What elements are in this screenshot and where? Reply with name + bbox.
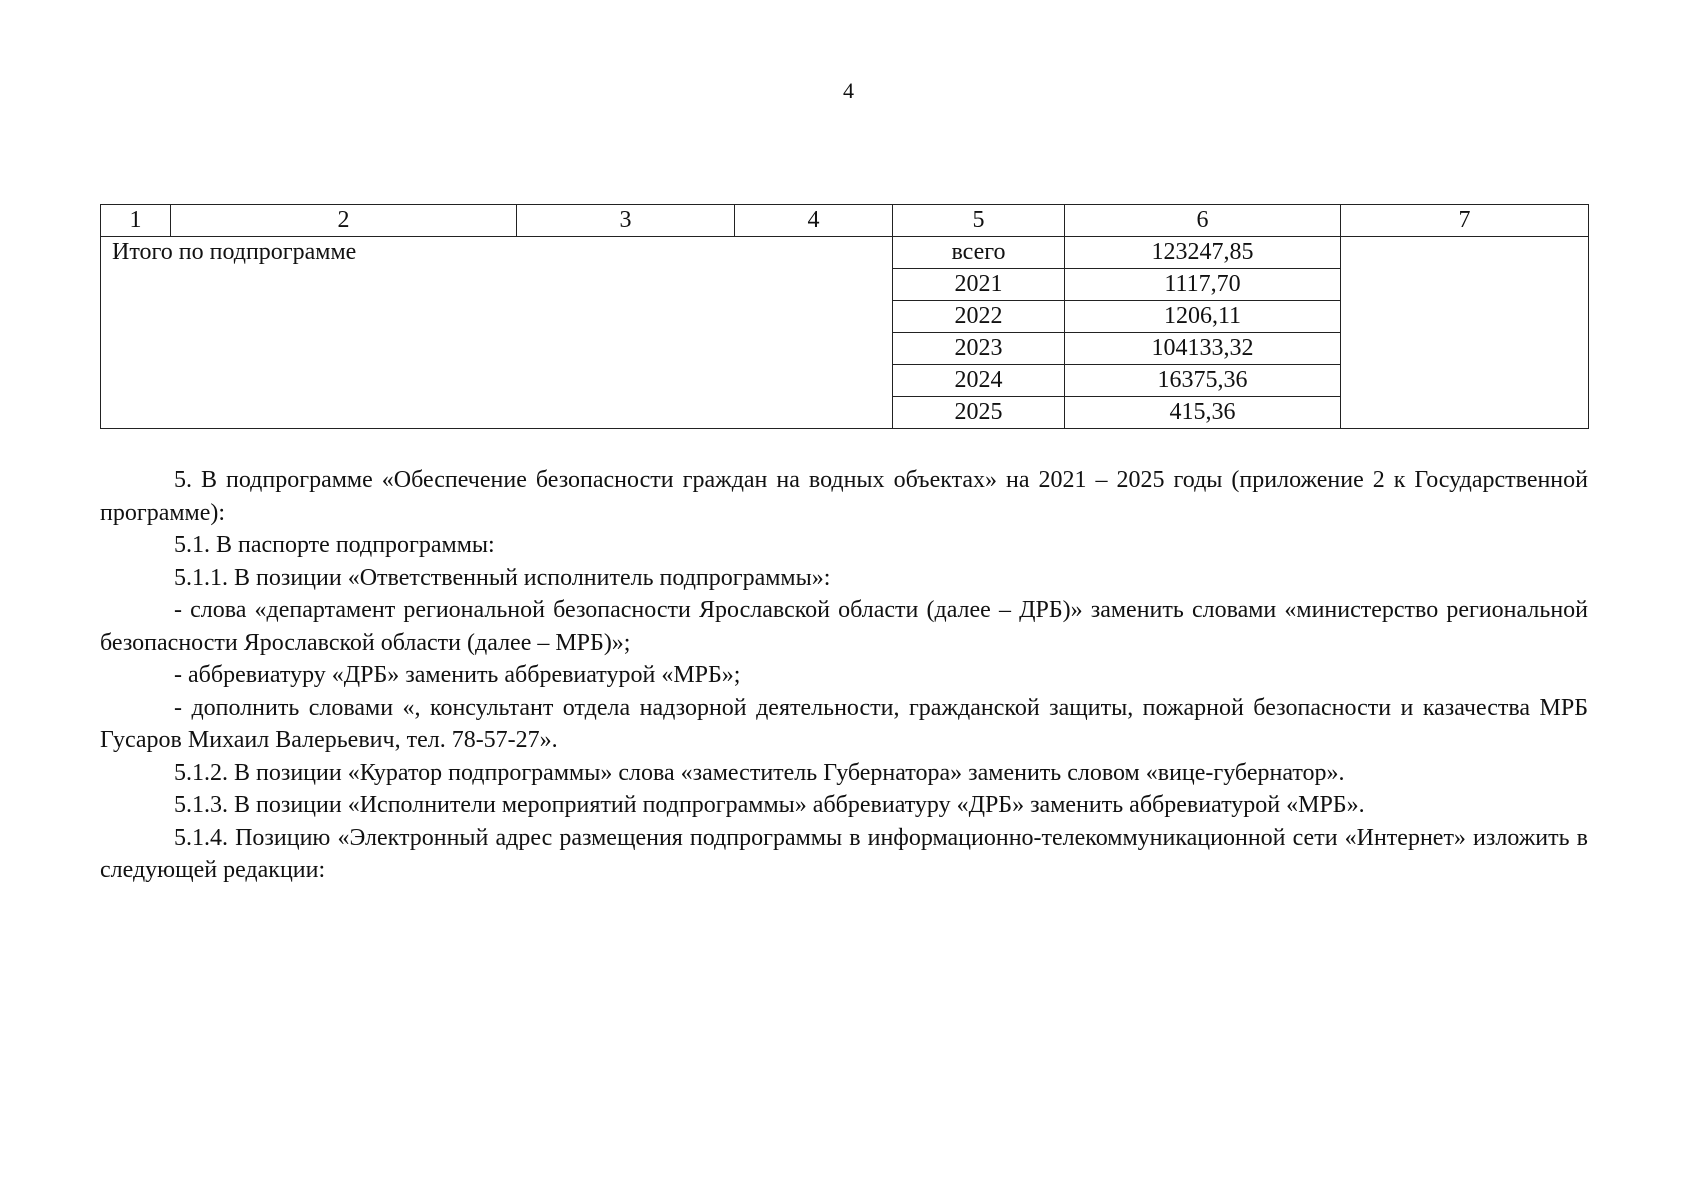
- paragraph: 5.1.1. В позиции «Ответственный исполнитель подпрограммы»:: [174, 564, 831, 591]
- period-cell: всего: [893, 237, 1065, 269]
- amount-cell: 104133,32: [1065, 333, 1341, 365]
- column-header: 2: [171, 205, 517, 237]
- page-number: 4: [843, 78, 854, 103]
- period-cell: 2024: [893, 365, 1065, 397]
- paragraph: 5.1.3. В позиции «Исполнители мероприятий подпрограммы» аббревиатуру «ДРБ» заменить аббревиатурой «МРБ».: [174, 792, 1365, 818]
- table-row: [101, 237, 1589, 269]
- column-header: 1: [101, 205, 171, 237]
- paragraph: 5. В подпрограмме «Обеспечение безопасности граждан на водных объектах» на 2021 – 2025 годы (приложение 2 к Государственной программе):: [100, 467, 1588, 526]
- amount-cell: 1117,70: [1065, 269, 1341, 301]
- column-header: 3: [517, 205, 735, 237]
- total-label: Итого по подпрограмме: [101, 237, 893, 429]
- period-cell: 2021: [893, 269, 1065, 301]
- document-body: [100, 464, 1588, 887]
- period-cell: 2023: [893, 333, 1065, 365]
- paragraph: 5.1. В паспорте подпрограммы:: [174, 532, 495, 558]
- paragraph: 5.1.4. Позицию «Электронный адрес размещения подпрограммы в информационно-телекоммуникационной сети «Интернет» изложить в следующей редакции:: [100, 824, 1588, 883]
- paragraph: 5.1.2. В позиции «Куратор подпрограммы» слова «заместитель Губернатора» заменить словом «вице-губернатор».: [174, 759, 1345, 786]
- amount-cell: 1206,11: [1065, 301, 1341, 333]
- amount-cell: 16375,36: [1065, 365, 1341, 397]
- column-header: 6: [1065, 205, 1341, 237]
- column-header: 7: [1341, 205, 1589, 237]
- amount-cell: 415,36: [1065, 397, 1341, 429]
- paragraph: - дополнить словами «, консультант отдела надзорной деятельности, гражданской защиты, пожарной безопасности и казачества МРБ Гусаров Михаил Валерьевич, тел. 78-57-27».: [100, 694, 1588, 753]
- period-cell: 2022: [893, 301, 1065, 333]
- period-cell: 2025: [893, 397, 1065, 429]
- column-header: 4: [735, 205, 893, 237]
- column-header: 5: [893, 205, 1065, 237]
- amount-cell: 123247,85: [1065, 237, 1341, 269]
- paragraph: - слова «департамент региональной безопасности Ярославской области (далее – ДРБ)» заменить словами «министерство региональной безопасности Ярославской области (далее – МРБ)»;: [100, 597, 1588, 656]
- budget-table: [100, 204, 1589, 429]
- table-header-row: [101, 205, 1589, 237]
- paragraph: - аббревиатуру «ДРБ» заменить аббревиатурой «МРБ»;: [174, 662, 741, 688]
- empty-cell: [1341, 237, 1589, 429]
